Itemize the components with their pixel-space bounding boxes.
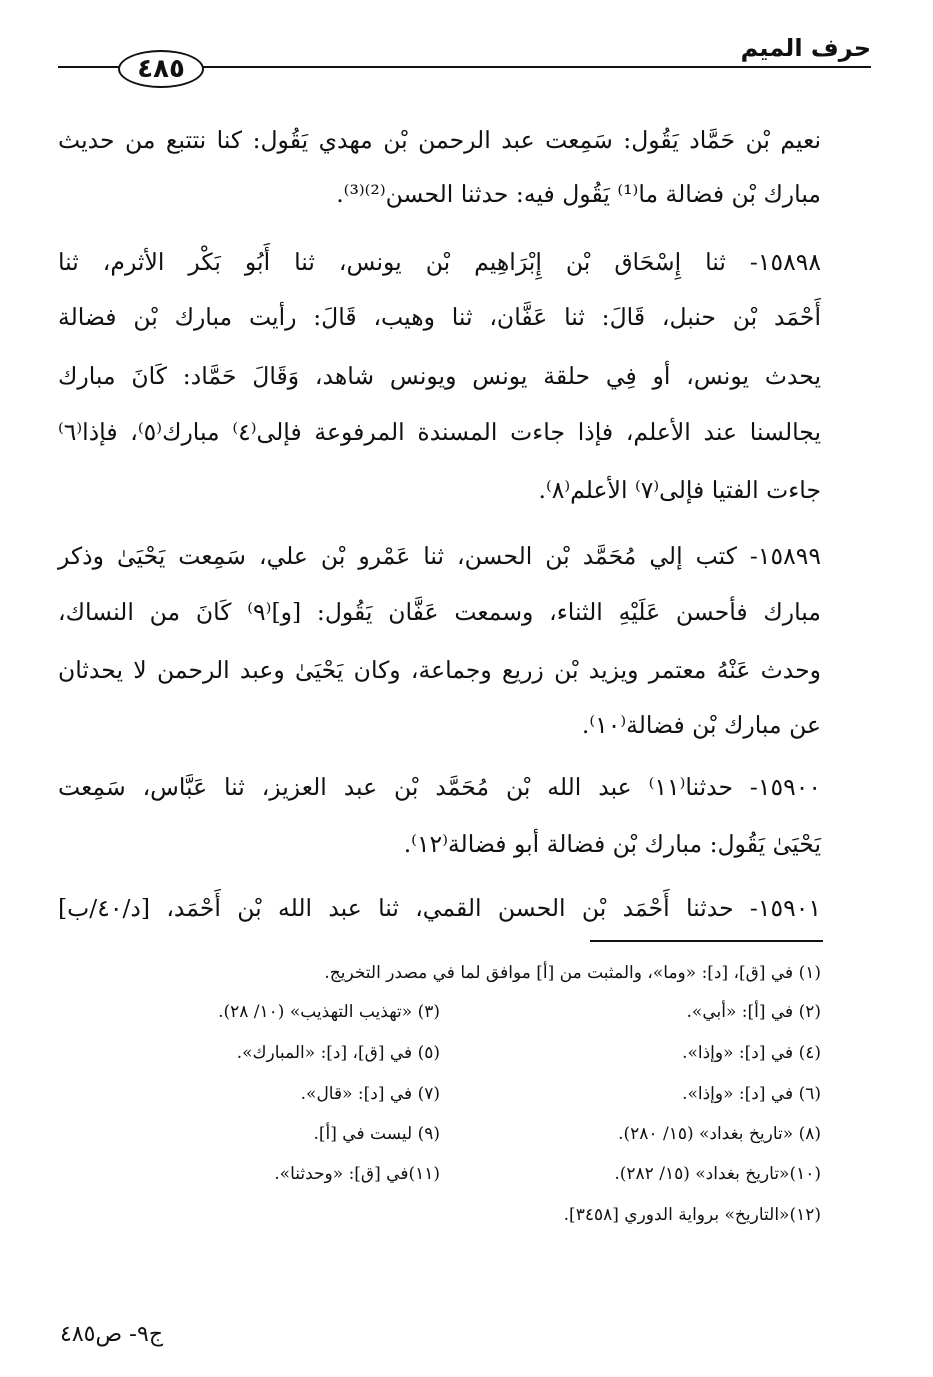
footnote-9: (٩) ليست في [أ].	[313, 1124, 440, 1144]
footnote-4: (٤) في [د]: «وإذا».	[682, 1043, 821, 1063]
hadith-15898-line: ١٥٨٩٨- ثنا إِسْحَاق بْن إِبْرَاهِيم بْن يونس، ثنا أَبُو بَكْر الأثرم، ثنا	[58, 248, 821, 276]
hadith-15901-line: ١٥٩٠١- حدثنا أَحْمَد بْن الحسن القمي، ثنا عبد الله بْن أَحْمَد، [د/٤٠/ب]	[58, 894, 821, 922]
text-line: وحدث عَنْهُ معتمر ويزيد بْن زريع وجماعة، وكان يَحْيَىٰ وعبد الرحمن لا يحدثان	[58, 656, 821, 684]
text-line: أَحْمَد بْن حنبل، قَالَ: ثنا عَفَّان، ثنا وهيب، قَالَ: رأيت مبارك بْن فضالة	[58, 303, 821, 331]
footnote-1: (١) في [ق]، [د]: «وما»، والمثبت من [أ] موافق لما في مصدر التخريج.	[324, 963, 821, 983]
hadith-15900-line: ١٥٩٠٠- حدثنا⁽١١⁾ عبد الله بْن مُحَمَّد بْن عبد العزيز، ثنا عَبَّاس، سَمِعت	[58, 773, 821, 801]
text-line: جاءت الفتيا فإلى⁽٧⁾ الأعلم⁽٨⁾.	[538, 476, 821, 504]
text-line: يَحْيَىٰ يَقُول: مبارك بْن فضالة أبو فضالة⁽١٢⁾.	[403, 830, 821, 858]
footnote-2: (٢) في [أ]: «أبي».	[686, 1002, 821, 1022]
hadith-15899-line: ١٥٨٩٩- كتب إلي مُحَمَّد بْن الحسن، ثنا عَمْرو بْن علي، سَمِعت يَحْيَىٰ وذكر	[58, 542, 821, 570]
footnote-6: (٦) في [د]: «وإذا».	[682, 1084, 821, 1104]
footnote-11: (١١)في [ق]: «وحدثنا».	[274, 1164, 440, 1184]
text-line: يجالسنا عند الأعلم، فإذا جاءت المسندة المرفوعة فإلى⁽٤⁾ مبارك⁽٥⁾، فإذا⁽٦⁾	[58, 418, 821, 446]
footnote-8: (٨) «تاريخ بغداد» (١٥/ ٢٨٠).	[618, 1124, 821, 1144]
footnote-5: (٥) في [ق]، [د]: «المبارك».	[236, 1043, 440, 1063]
volume-page-reference: ج٩- ص٤٨٥	[60, 1322, 164, 1347]
text-line: مبارك فأحسن عَلَيْهِ الثناء، وسمعت عَفَّان يَقُول: [و]⁽٩⁾ كَانَ من النساك،	[58, 598, 821, 626]
page-number: ٤٨٥	[118, 50, 204, 88]
footnote-7: (٧) في [د]: «قال».	[300, 1084, 440, 1104]
footnote-10: (١٠)«تاريخ بغداد» (١٥/ ٢٨٢).	[614, 1164, 821, 1184]
text-line: نعيم بْن حَمَّاد يَقُول: سَمِعت عبد الرحمن بْن مهدي يَقُول: كنا نتتبع من حديث	[58, 126, 822, 154]
text-line: عن مبارك بْن فضالة⁽١٠⁾.	[581, 711, 821, 739]
footnote-3: (٣) «تهذيب التهذيب» (١٠/ ٢٨).	[218, 1002, 440, 1022]
chapter-title: حرف الميم	[740, 34, 871, 62]
text-line: يحدث يونس، أو فِي حلقة يونس ويونس شاهد، وَقَالَ حَمَّاد: كَانَ مبارك	[58, 362, 821, 390]
text-line: مبارك بْن فضالة ما⁽¹⁾ يَقُول فيه: حدثنا الحسن⁽²⁾⁽³⁾.	[336, 180, 821, 208]
footnote-12: (١٢)«التاريخ» برواية الدوري [٣٤٥٨].	[563, 1205, 821, 1225]
footnote-rule	[590, 940, 823, 942]
